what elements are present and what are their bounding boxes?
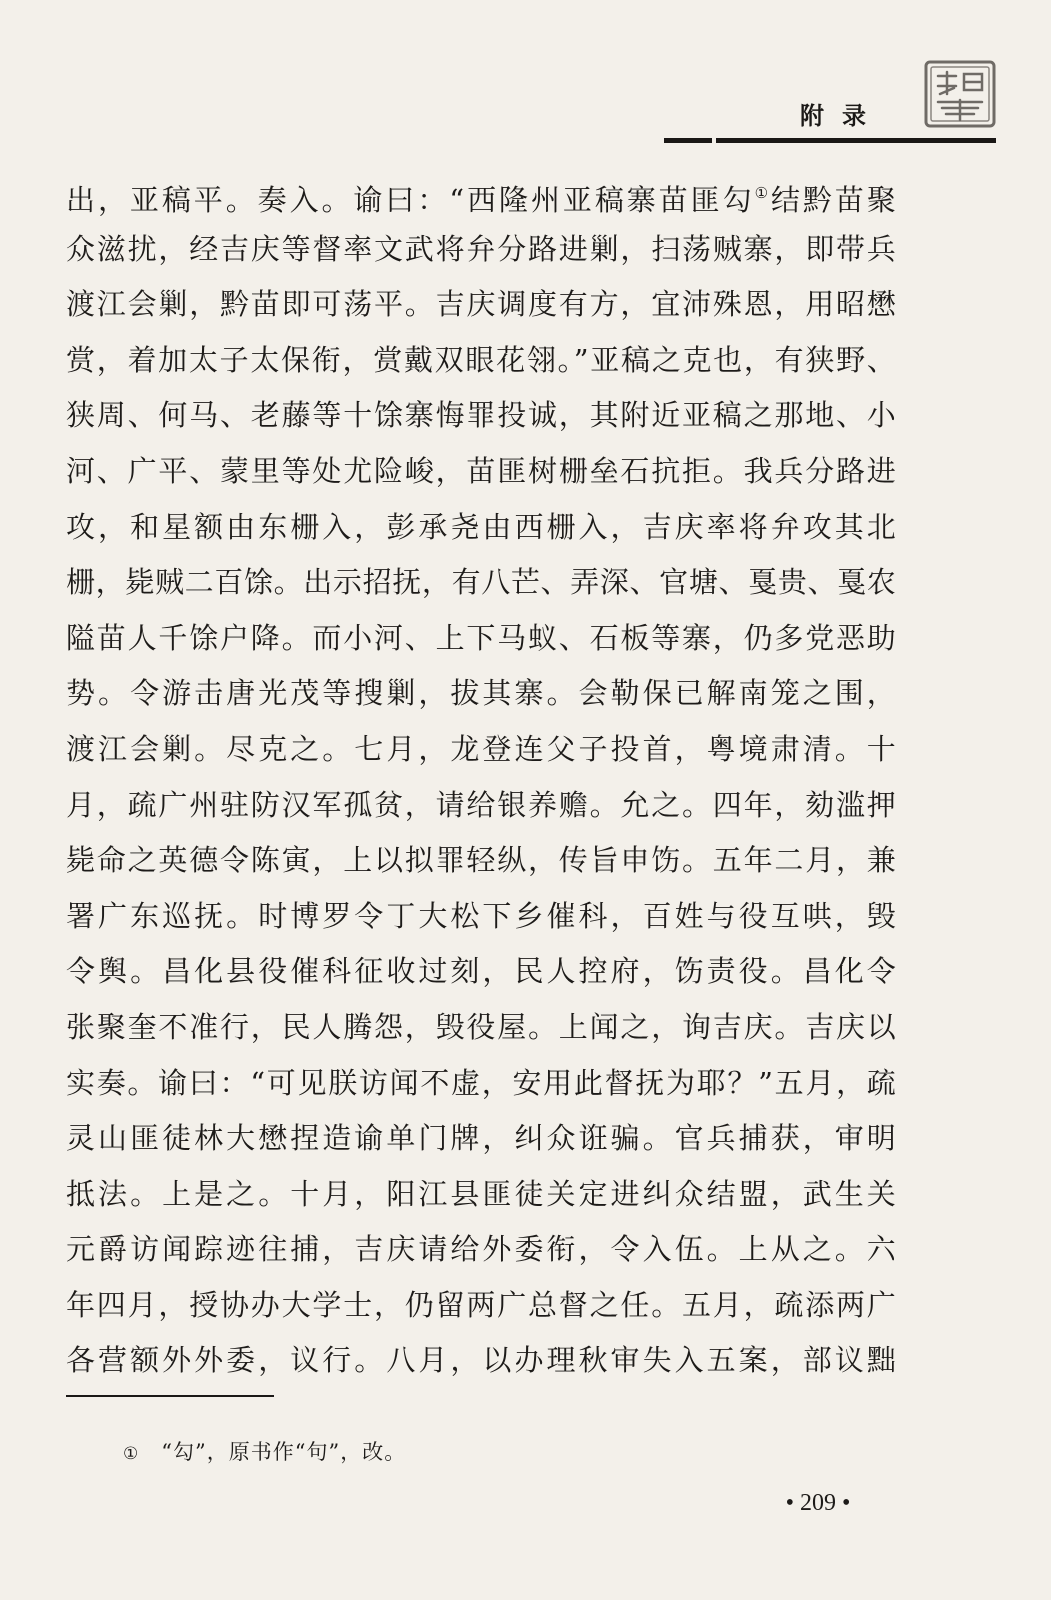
text-line: 狭周、何马、老藤等十馀寨悔罪投诚，其附近亚稿之那地、小 bbox=[66, 398, 896, 433]
page-number: • 209 • bbox=[785, 1490, 851, 1516]
footnote bbox=[123, 1436, 406, 1466]
text-line: 年四月，授协办大学士，仍留两广总督之任。五月，疏添两广 bbox=[66, 1287, 896, 1322]
text-segment: 出，亚稿平。奏入。谕曰：“西隆州亚稿寨苗匪勾 bbox=[66, 183, 755, 217]
text-line: 渡江会剿。尽克之。七月，龙登连父子投首，粤境肃清。十 bbox=[66, 731, 896, 766]
header-rule-break bbox=[712, 138, 716, 143]
text-segment: 结黔苗聚 bbox=[770, 183, 896, 217]
text-line: 毙命之英德令陈寅，上以拟罪轻纵，传旨申饬。五年二月，兼 bbox=[66, 843, 896, 878]
text-line: 渡江会剿，黔苗即可荡平。吉庆调度有方，宜沛殊恩，用昭懋 bbox=[66, 287, 896, 322]
text-line: 署广东巡抚。时博罗令丁大松下乡催科，百姓与役互哄，毁 bbox=[66, 898, 896, 933]
text-line: 赏，着加太子太保衔，赏戴双眼花翎。”亚稿之克也，有狭野、 bbox=[66, 342, 896, 377]
footnote-reference[interactable]: ① bbox=[754, 184, 771, 202]
body-text bbox=[66, 166, 896, 1389]
text-line: 势。令游击唐光茂等搜剿，拔其寨。会勒保已解南笼之围， bbox=[66, 676, 896, 711]
text-line: 灵山匪徒林大懋捏造谕单门牌，纠众诳骗。官兵捕获，审明 bbox=[66, 1121, 896, 1156]
text-line: 实奏。谕曰：“可见朕访闻不虚，安用此督抚为耶？”五月，疏 bbox=[66, 1065, 896, 1100]
text-line: 栅，毙贼二百馀。出示招抚，有八芒、弄深、官塘、戛贵、戛农 bbox=[66, 565, 896, 600]
text-line: 攻，和星额由东栅入，彭承尧由西栅入，吉庆率将弁攻其北 bbox=[66, 509, 896, 544]
text-line: 抵法。上是之。十月，阳江县匪徒关定进纠众结盟，武生关 bbox=[66, 1176, 896, 1211]
text-line: 河、广平、蒙里等处尤险峻，苗匪树栅垒石抗拒。我兵分路进 bbox=[66, 453, 896, 488]
text-line: 张聚奎不准行，民人腾怨，毁役屋。上闻之，询吉庆。吉庆以 bbox=[66, 1009, 896, 1044]
text-line: 隘苗人千馀户降。而小河、上下马蚁、石板等寨，仍多党恶助 bbox=[66, 620, 896, 655]
text-line: 令舆。昌化县役催科征收过刻，民人控府，饬责役。昌化令 bbox=[66, 954, 896, 989]
text-line: 月，疏广州驻防汉军孤贫，请给银养赡。允之。四年，劾滥押 bbox=[66, 787, 896, 822]
footnote-separator bbox=[66, 1395, 274, 1397]
section-label: 附录 bbox=[800, 102, 884, 130]
footnote-text: “勾”，原书作“句”，改。 bbox=[161, 1440, 407, 1464]
footnote-number: ① bbox=[123, 1444, 140, 1464]
text-line: 元爵访闻踪迹往捕，吉庆请给外委衔，令入伍。上从之。六 bbox=[66, 1232, 896, 1267]
text-line: 众滋扰，经吉庆等督率文武将弁分路进剿，扫荡贼寨，即带兵 bbox=[66, 231, 896, 266]
text-line bbox=[66, 166, 896, 222]
seal-logo-icon bbox=[924, 60, 996, 128]
text-line: 各营额外外委，议行。八月，以办理秋审失入五案，部议黜 bbox=[66, 1343, 896, 1378]
